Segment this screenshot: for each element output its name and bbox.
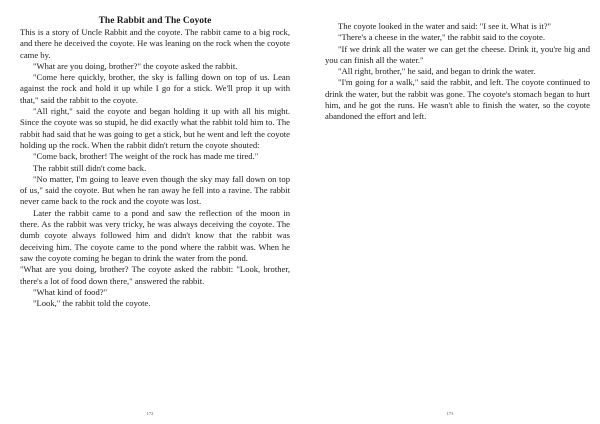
paragraph-list — [20, 27, 290, 309]
paragraph: "I'm going for a walk," said the rabbit, and left. The coyote continued to drink the water, but the rabbit was gone. The coyote's stomach began to hurt him, and he got the runs. He wasn't able to finish the water, so the coyote abandoned the effort and left. — [325, 77, 590, 122]
paragraph: "There's a cheese in the water," the rabbit said to the coyote. — [338, 32, 545, 43]
paragraph: "What kind of food?" — [33, 286, 108, 297]
page-number: 172 — [146, 411, 154, 416]
paragraph: "What are you doing, brother? The coyote asked the rabbit: "Look, brother, there's a lot of food down there," answered the rabbit. — [20, 264, 290, 286]
paragraph: "Come here quickly, brother, the sky is falling down on top of us. Lean against the rock and hold it up while I go for a stick. We'll prop it up with that," said the rabbit to the coyote. — [20, 72, 290, 105]
paragraph: "All right, brother," he said, and began to drink the water. — [338, 66, 536, 77]
paragraph: The coyote looked in the water and said: "I see it. What is it?" — [338, 21, 552, 31]
paragraph: This is a story of Uncle Rabbit and the coyote. The rabbit came to a big rock, and there he deceived the coyote. He was leaning on the rock when the coyote came by. — [20, 27, 290, 60]
story-title: The Rabbit and The Coyote — [98, 16, 212, 26]
paragraph: "What are you doing, brother?" the coyote asked the rabbit. — [33, 60, 238, 71]
paragraph: "No matter, I'm going to leave even though the sky may fall down on top of us," said the coyote. But when he ran away he fell into a ravine. The rabbit never came back to the rock and the coyote was lost. — [20, 173, 290, 207]
page-content — [20, 15, 290, 309]
paragraph: "If we drink all the water we can get the cheese. Drink it, you're big and you can finish all the water." — [325, 43, 590, 65]
paragraph: The rabbit still didn't come back. — [33, 162, 147, 173]
paragraph: Later the rabbit came to a pond and saw the reflection of the moon in there. As the rabbit was very tricky, he was always deceiving the coyote. The dumb coyote always followed him and didn't know that the rabbit was deceiving him. The coyote came to the pond where the rabbit was. When he saw the coyote coming he began to drink the water from the pond. — [20, 207, 290, 263]
page-number: 173 — [446, 411, 454, 416]
paragraph: "All right," said the coyote and began holding it up with all his might. Since the coyote was so stupid, he did exactly what the rabbit told him to. The rabbit had said that he was going to get a stick, but he went and left the coyote holding up the rock. When the rabbit didn't return the coyote shouted: — [20, 106, 290, 150]
right-page — [300, 0, 600, 424]
page-content — [325, 21, 590, 123]
paragraph: "Look," the rabbit told the coyote. — [33, 298, 151, 309]
paragraph-list — [325, 21, 590, 123]
paragraph: "Come back, brother! The weight of the rock has made me tired." — [33, 151, 259, 162]
